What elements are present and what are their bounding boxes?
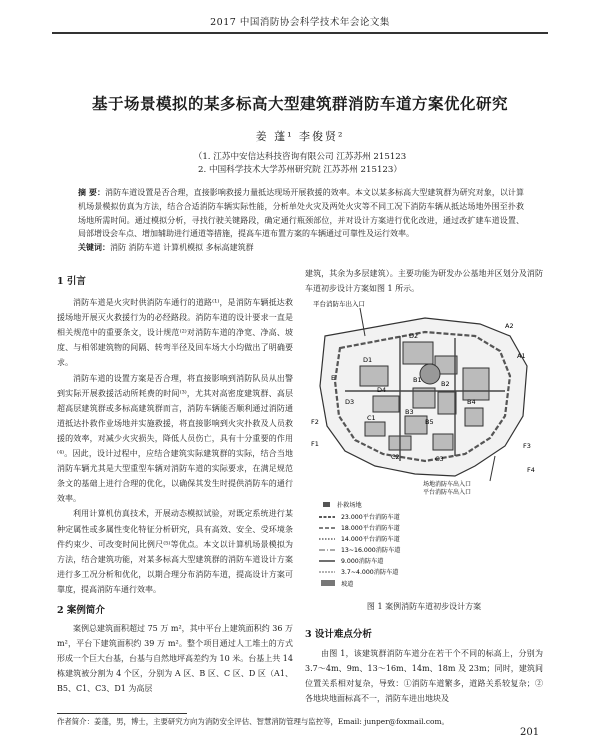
building-d1 (360, 366, 388, 386)
intro-paragraph-3: 利用计算机仿真技术，开展动态模拟试验，对既定系统进行某种定属性或多属性变化特征分析研究，具有高效、安全、受环境条件约束少、可改变时间比例尺⁽⁵⁾等优点。本文以计算机场景模拟为方法，结合建筑功能，对某多标高大型建筑群的消防车道设计方案进行多工况分析和优化，以期合理分布消防车道，提高设计方案可靠度，提高消防车通行效率。 (57, 509, 293, 594)
figure-caption: 图 1 案例消防车道初步设计方案 (366, 602, 482, 611)
feature-circle (420, 364, 440, 384)
keywords-text: 消防 消防车道 计算机模拟 多标高建筑群 (110, 243, 254, 252)
left-column (57, 274, 293, 697)
label-d2: D2 (409, 332, 419, 340)
page-number: 201 (520, 727, 540, 738)
label-f3: F3 (523, 442, 531, 450)
label-d4: D4 (377, 386, 387, 394)
label-e: E (331, 374, 336, 382)
footnote: 作者简介：姜蓬，男，博士，主要研究方向为消防安全评估、智慧消防管理与监控等，Email: junper@foxmail.com。 (57, 717, 449, 726)
intro-paragraph-2: 消防车道的设置方案是否合理，将直接影响到消防队员从出警到实际开展救援活动所耗费的时间⁽³⁾，尤其对高密度建筑群、高层超高层建筑群或多标高建筑群而言，消防车辆能否顺利通过消防通道抵达扑救作业场地并实施救援，将直接影响到火灾扑救及人员救援的效率，对减少火灾损失，降低人员伤亡，具有十分重要的作用⁽⁴⁾。因此，设计过程中，应结合建筑实际建筑群的实际，结合当地消防车辆尤其是大型重型车辆对消防车道的实际要求，在满足规范条文的基础上进行合理的优化，以确保其发生时提供消防车的通行效率。 (57, 373, 293, 504)
label-c2: C2 (391, 453, 400, 461)
intro-paragraph-1: 消防车道是火灾时供消防车通行的道路⁽¹⁾，是消防车辆抵达救援场地开展灭火救援行为的必经路段。消防车道的设计要求一直是相关规范中的重要条文，设计规范⁽²⁾对消防车道的净宽、净高、坡度、与相邻建筑物的间隔、转弯半径及回车场大小均做出了明确要求。 (57, 298, 293, 368)
legend-label-3: 14.000平台消防车道 (341, 536, 400, 543)
legend-swatch-7 (321, 580, 335, 586)
label-a2: A2 (505, 322, 514, 330)
affiliation-1: （1. 江苏中安信达科技咨询有限公司 江苏苏州 215123 (193, 152, 407, 162)
legend-label-6: 3.7~4.000消防车道 (341, 569, 399, 576)
design-heading: 3 设计难点分析 (305, 629, 372, 640)
building-c3 (433, 434, 453, 450)
keywords-label: 关键词： (78, 242, 110, 252)
building-b3 (405, 416, 427, 434)
legend-label-5: 9.000消防车道 (341, 558, 384, 565)
label-a1: A1 (517, 352, 526, 360)
running-head: 2017 中国消防协会科学技术年会论文集 (210, 17, 390, 28)
label-f4: F4 (527, 466, 535, 474)
right-top-text (305, 266, 543, 296)
building-c1 (365, 422, 385, 436)
case-paragraph-cont: 建筑，其余为多层建筑）。主要功能为研发办公基地并区划分及消防车道初步设计方案如图 1 所示。 (305, 269, 543, 294)
label-f2: F2 (311, 418, 319, 426)
header-rule (52, 32, 548, 34)
authors: 姜 蓬¹ 李俊贤² (255, 130, 345, 143)
label-f1: F1 (311, 440, 319, 448)
paper-title: 基于场景模拟的某多标高大型建筑群消防车道方案优化研究 (91, 94, 508, 113)
case-heading: 2 案例简介 (57, 604, 105, 616)
legend (319, 501, 400, 588)
label-bottom-entry-2: 平台消防车出入口 (423, 489, 472, 496)
legend-label-4: 13~16.000消防车道 (341, 547, 401, 554)
keywords (78, 241, 524, 254)
legend-label-7: 坡道 (341, 581, 354, 588)
label-d1: D1 (363, 356, 373, 364)
label-top-entry: 平台消防车出入口 (313, 300, 365, 308)
label-c1: C1 (367, 414, 376, 422)
footnote-rule (57, 713, 187, 714)
entry-pointer-bottom (490, 456, 495, 481)
affiliation-2: 2. 中国科学技术大学苏州研究院 江苏苏州 215123） (198, 165, 402, 175)
legend-swatch-0 (323, 502, 330, 507)
label-b3: B3 (405, 408, 414, 416)
design-paragraph-1: 由图 1，该建筑群消防车道分在若干个不同的标高上，分别为 3.7～4m、9m、13～16m、14m、18m 及 23m；同时，建筑间位置关系相对复杂，导致：①消防车道繁多，道路关系较复杂；②各地块地面标高不一，消防车进出地块及 (305, 649, 543, 704)
case-paragraph-1: 案例总建筑面积超过 75 万 m²，其中平台上建筑面积约 36 万 m²，平台下建筑面积约 39 万 m²。整个项目通过人工堆土的方式形成一个巨大台基，台基与自然地坪高差约为 10 米。台基上共 14 栋建筑被分割为 4 个区，分别为 A 区、B 区、C 区、D 区（A1、B5、C1、C3、D1 为高层 (57, 624, 293, 694)
abstract (78, 186, 524, 241)
abstract-label: 摘 要： (78, 187, 106, 197)
building-d3 (373, 396, 399, 412)
abstract-text: 消防车道设置是否合理，直接影响救援力量抵达现场开展救援的效率。本文以某多标高大型建筑群为研究对象，以计算机场景模拟仿真为方法，结合合适消防车辆实际性能，分析单处火灾及两处火灾等不同工况下消防车辆从抵达场地外围至扑救场地所需时间。通过模拟分析，寻找行驶关键路段，确定通行瓶颈部位，并对设计方案进行优化改进，通过改扩建车道设置、局部增设会车点、增加辅助进行通道等措施，提高车道布置方案的车辆通过可靠性及运行效率。 (78, 188, 524, 239)
label-d3: D3 (345, 398, 355, 406)
building-b2 (438, 392, 456, 414)
legend-label-1: 23.000平台消防车道 (341, 514, 400, 521)
figure-1 (305, 296, 543, 592)
building-d2 (403, 342, 433, 364)
intro-heading: 1 引言 (57, 276, 86, 287)
label-b5: B5 (425, 418, 434, 426)
building-a1 (463, 368, 489, 400)
legend-label-0: 扑救场地 (337, 502, 362, 509)
label-bottom-entry: 场地消防车出入口 (423, 481, 472, 488)
label-b2: B2 (441, 380, 450, 388)
label-b4: B4 (467, 398, 476, 406)
legend-label-2: 18.000平台消防车道 (341, 525, 400, 532)
right-bottom-text (305, 627, 543, 706)
building-b4 (465, 408, 483, 426)
label-c3: C3 (435, 455, 444, 463)
site-plan-diagram (305, 296, 543, 592)
label-b1: B1 (413, 376, 422, 384)
